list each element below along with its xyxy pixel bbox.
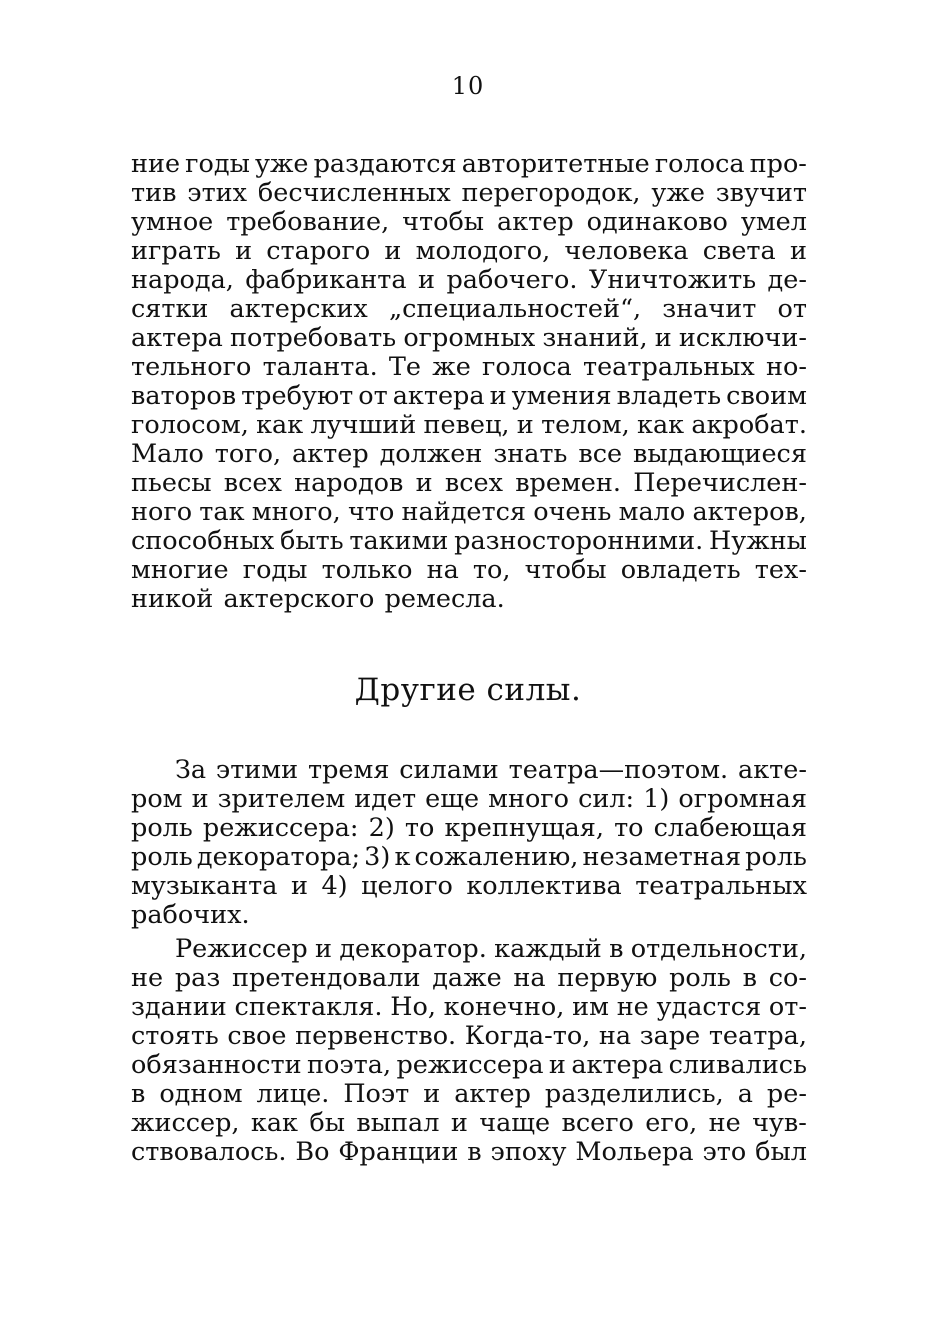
- text-line: ствовалось. Во Франции в эпоху Мольера это был: [131, 1137, 807, 1167]
- text-line: ного так много, что найдется очень мало актеров,: [131, 497, 807, 527]
- text-line: Мало того, актер должен знать все выдающиеся: [131, 439, 807, 469]
- text-line: За этими тремя силами театра—поэтом. акте-: [175, 755, 807, 785]
- text-line: здании спектакля. Но, конечно, им не удастся от-: [131, 992, 807, 1022]
- text-line: роль режиссера: 2) то крепнущая, то слабеющая: [131, 813, 807, 843]
- paragraph-2: [131, 756, 807, 930]
- text-line: народа, фабриканта и рабочего. Уничтожить де-: [131, 265, 807, 295]
- text-line: обязанности поэта, режиссера и актера сливались: [131, 1050, 807, 1080]
- paragraph-1: [131, 150, 807, 614]
- text-line: роль декоратора; 3) к сожалению, незаметная роль: [131, 842, 807, 872]
- text-line: умное требование, чтобы актер одинаково умел: [131, 207, 807, 237]
- text-line: ром и зрителем идет еще много сил: 1) огромная: [131, 784, 807, 814]
- text-line: рабочих.: [131, 900, 250, 930]
- text-line: не раз претендовали даже на первую роль в со-: [131, 963, 807, 993]
- section-heading: Другие силы.: [354, 672, 582, 708]
- text-line: жиссер, как бы выпал и чаще всего его, не чув-: [131, 1108, 807, 1138]
- paragraph-3: [131, 935, 807, 1167]
- text-line: многие годы только на то, чтобы овладеть тех-: [131, 555, 807, 585]
- text-line: стоять свое первенство. Когда-то, на заре театра,: [131, 1021, 807, 1051]
- text-line: в одном лице. Поэт и актер разделились, а ре-: [131, 1079, 807, 1109]
- text-line: тельного таланта. Те же голоса театральных но-: [131, 352, 807, 382]
- text-line: голосом, как лучший певец, и телом, как акробат.: [131, 410, 807, 440]
- text-line: играть и старого и молодого, человека света и: [131, 236, 807, 266]
- page-number: 10: [451, 72, 485, 100]
- text-line: тив этих бесчисленных перегородок, уже звучит: [131, 178, 807, 208]
- text-line: ваторов требуют от актера и умения владеть своим: [131, 381, 807, 411]
- text-line: музыканта и 4) целого коллектива театральных: [131, 871, 807, 901]
- text-line: ние годы уже раздаются авторитетные голоса про-: [131, 149, 807, 179]
- text-line: никой актерского ремесла.: [131, 584, 505, 614]
- text-line: Режиссер и декоратор. каждый в отдельности,: [175, 934, 807, 964]
- text-line: пьесы всех народов и всех времен. Перечислен-: [131, 468, 807, 498]
- text-line: сятки актерских „специальностей“, значит от: [131, 294, 807, 324]
- text-line: способных быть такими разносторонними. Нужны: [131, 526, 807, 556]
- text-line: актера потребовать огромных знаний, и исключи-: [131, 323, 807, 353]
